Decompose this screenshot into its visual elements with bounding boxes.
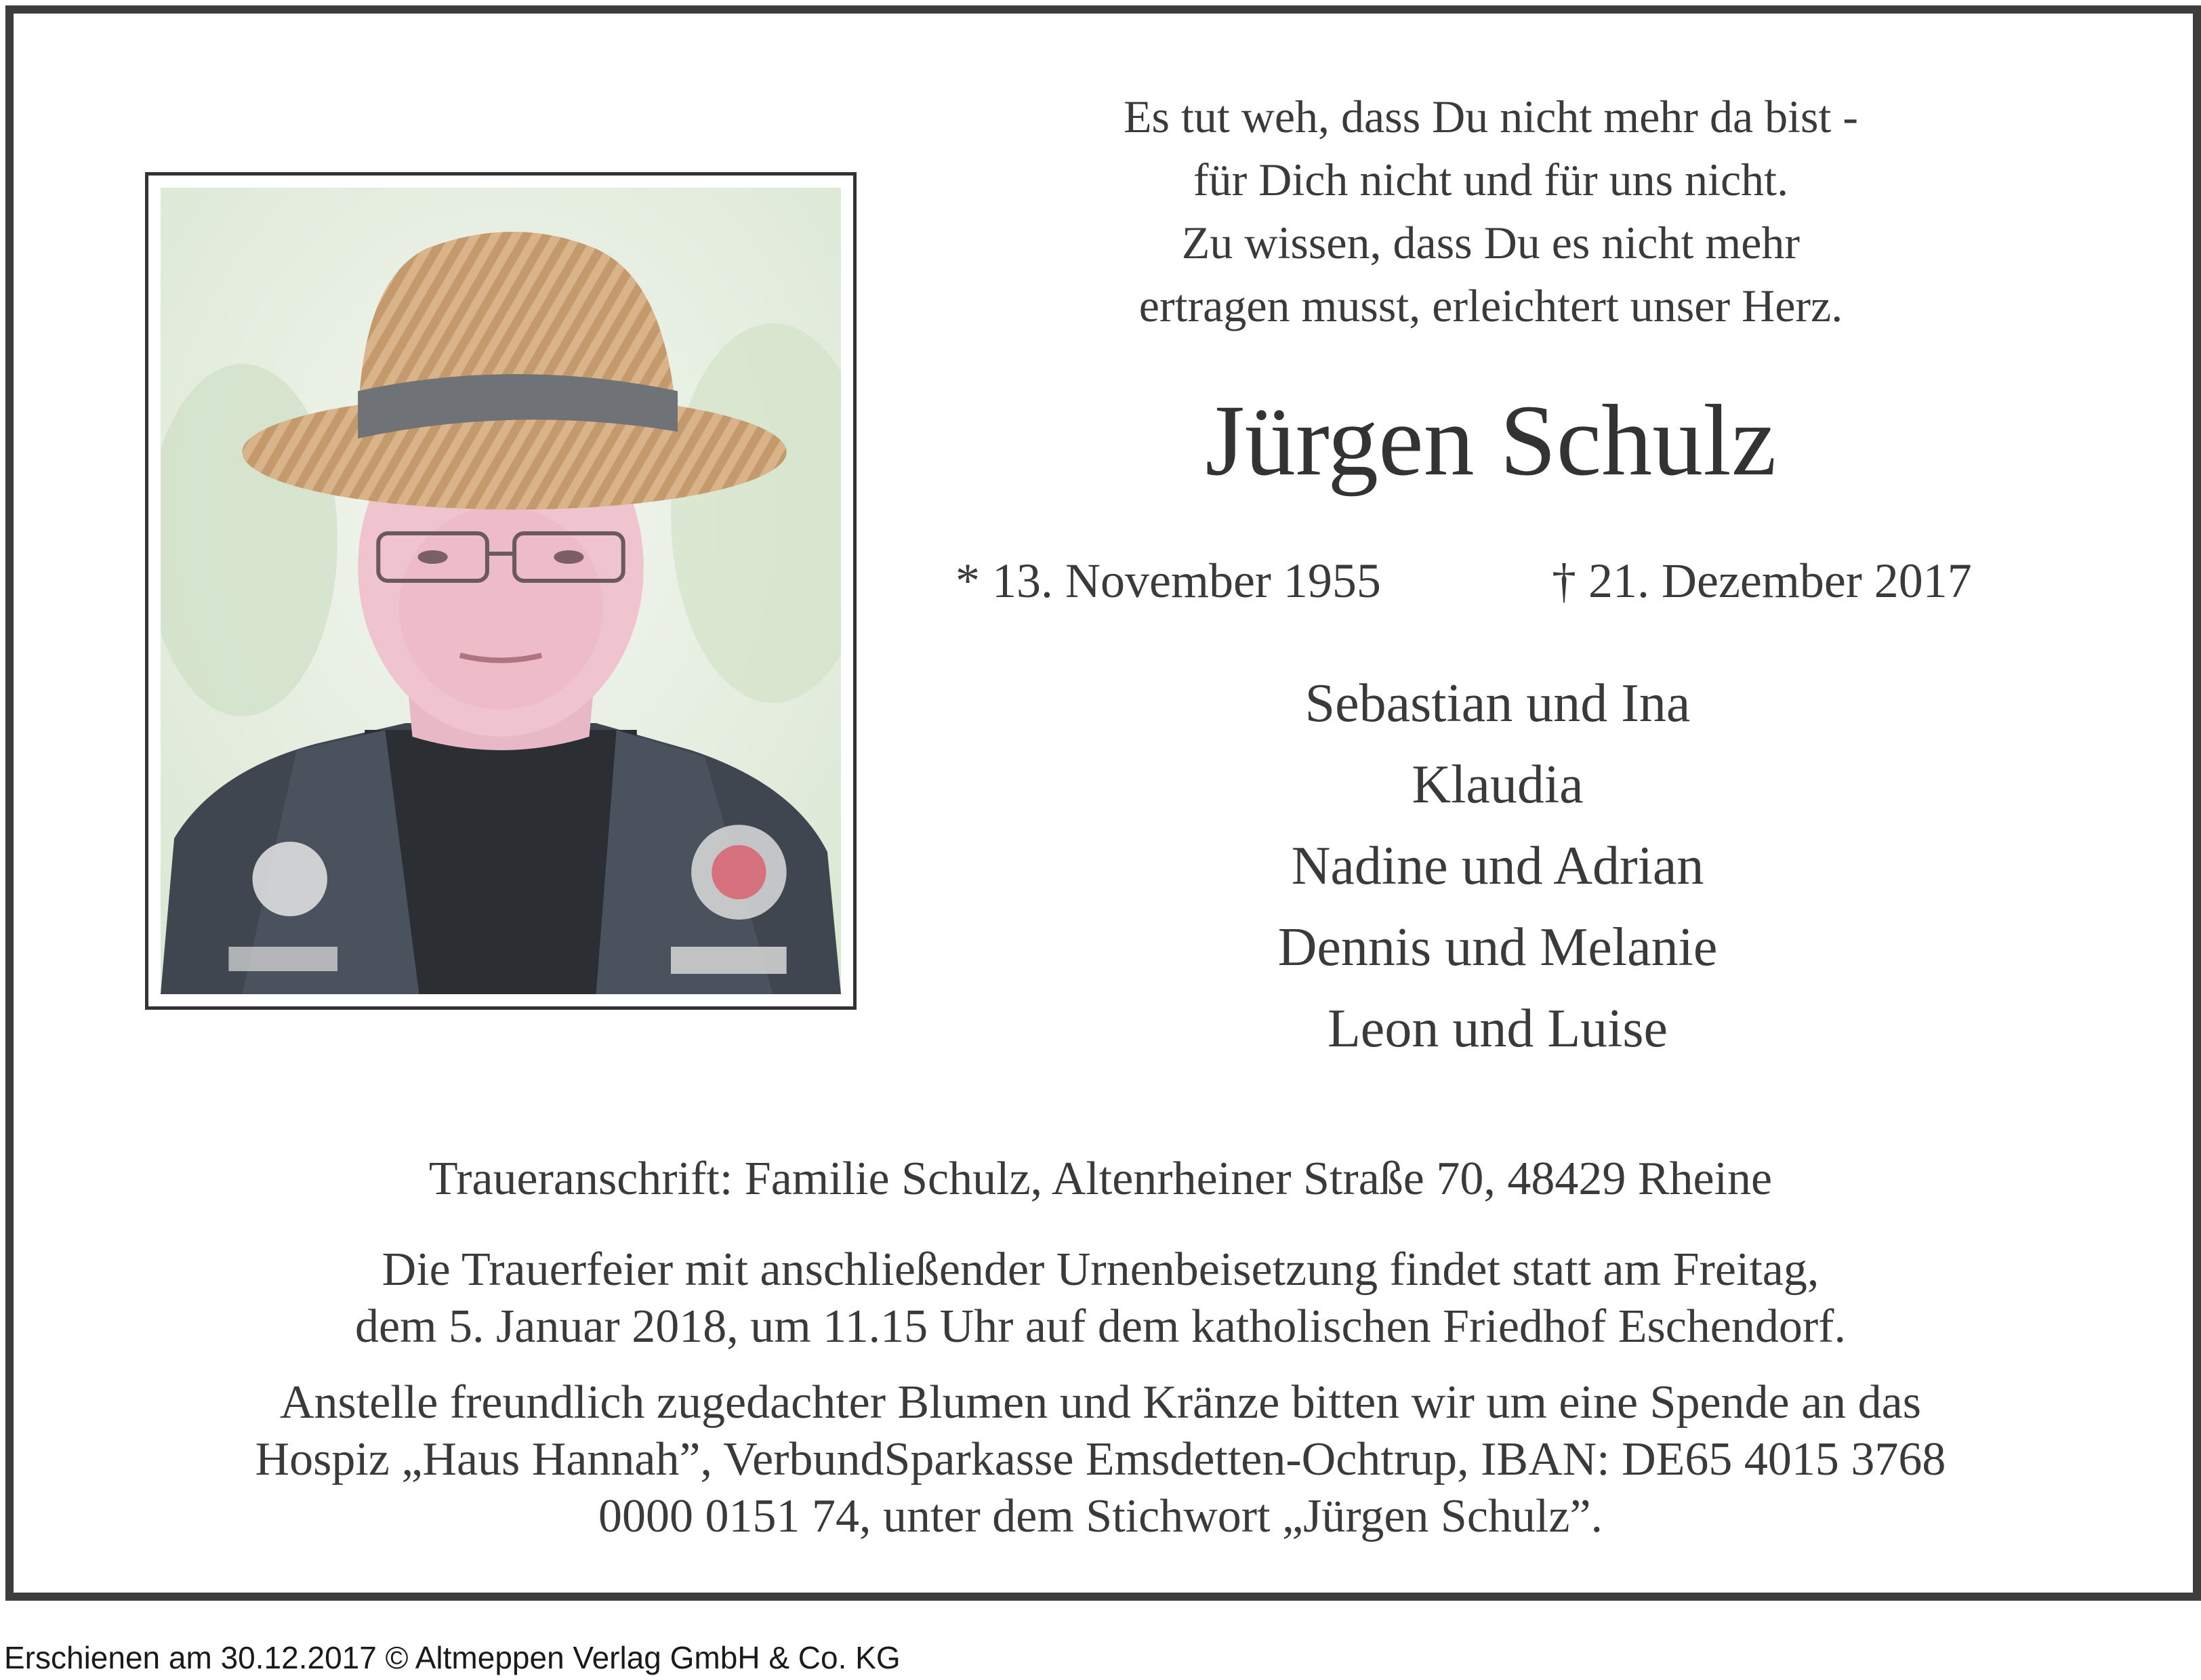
portrait-photo bbox=[161, 188, 841, 994]
mourners-list bbox=[1044, 663, 1952, 1069]
verse-line: Zu wissen, dass Du es nicht mehr bbox=[1181, 217, 1801, 268]
ceremony-line: Die Trauerfeier mit anschließender Urnenbeisetzung findet statt am Freitag, bbox=[382, 1244, 1819, 1296]
deceased-name: Jürgen Schulz bbox=[1205, 384, 1777, 497]
verse-line: Es tut weh, dass Du nicht mehr da bist - bbox=[1123, 91, 1859, 142]
mourning-address bbox=[41, 1151, 2160, 1208]
verse-line: für Dich nicht und für uns nicht. bbox=[1193, 154, 1789, 205]
birth-date: * 13. November 1955 bbox=[955, 554, 1381, 608]
memorial-verse bbox=[942, 85, 2040, 337]
mourner-entry: Nadine und Adrian bbox=[1291, 836, 1704, 896]
ceremony-line: dem 5. Januar 2018, um 11.15 Uhr auf dem katholischen Friedhof Eschendorf. bbox=[355, 1300, 1846, 1353]
publication-credit: Erschienen am 30.12.2017 © Altmeppen Verlag GmbH & Co. KG bbox=[4, 1640, 901, 1675]
donation-notice bbox=[41, 1374, 2160, 1545]
death-date: † 21. Dezember 2017 bbox=[1552, 554, 1972, 608]
portrait-illustration bbox=[161, 188, 841, 994]
address-line: Traueranschrift: Familie Schulz, Altenrheiner Straße 70, 48429 Rheine bbox=[428, 1153, 1773, 1205]
donation-line: Hospiz „Haus Hannah”, VerbundSparkasse Emsdetten-Ochtrup, IBAN: DE65 4015 3768 bbox=[255, 1433, 1946, 1486]
mourner-entry: Sebastian und Ina bbox=[1304, 674, 1691, 733]
portrait-photo-frame bbox=[145, 172, 857, 1010]
donation-line: Anstelle freundlich zugedachter Blumen und Kränze bitten wir um eine Spende an das bbox=[280, 1376, 1921, 1429]
mourner-entry: Leon und Luise bbox=[1327, 999, 1668, 1059]
donation-line: 0000 0151 74, unter dem Stichwort „Jürgen Schulz”. bbox=[598, 1490, 1603, 1542]
ceremony-notice bbox=[41, 1242, 2160, 1355]
mourner-entry: Klaudia bbox=[1412, 755, 1584, 815]
mourner-entry: Dennis und Melanie bbox=[1277, 918, 1718, 977]
verse-line: ertragen musst, erleichtert unser Herz. bbox=[1138, 280, 1843, 331]
